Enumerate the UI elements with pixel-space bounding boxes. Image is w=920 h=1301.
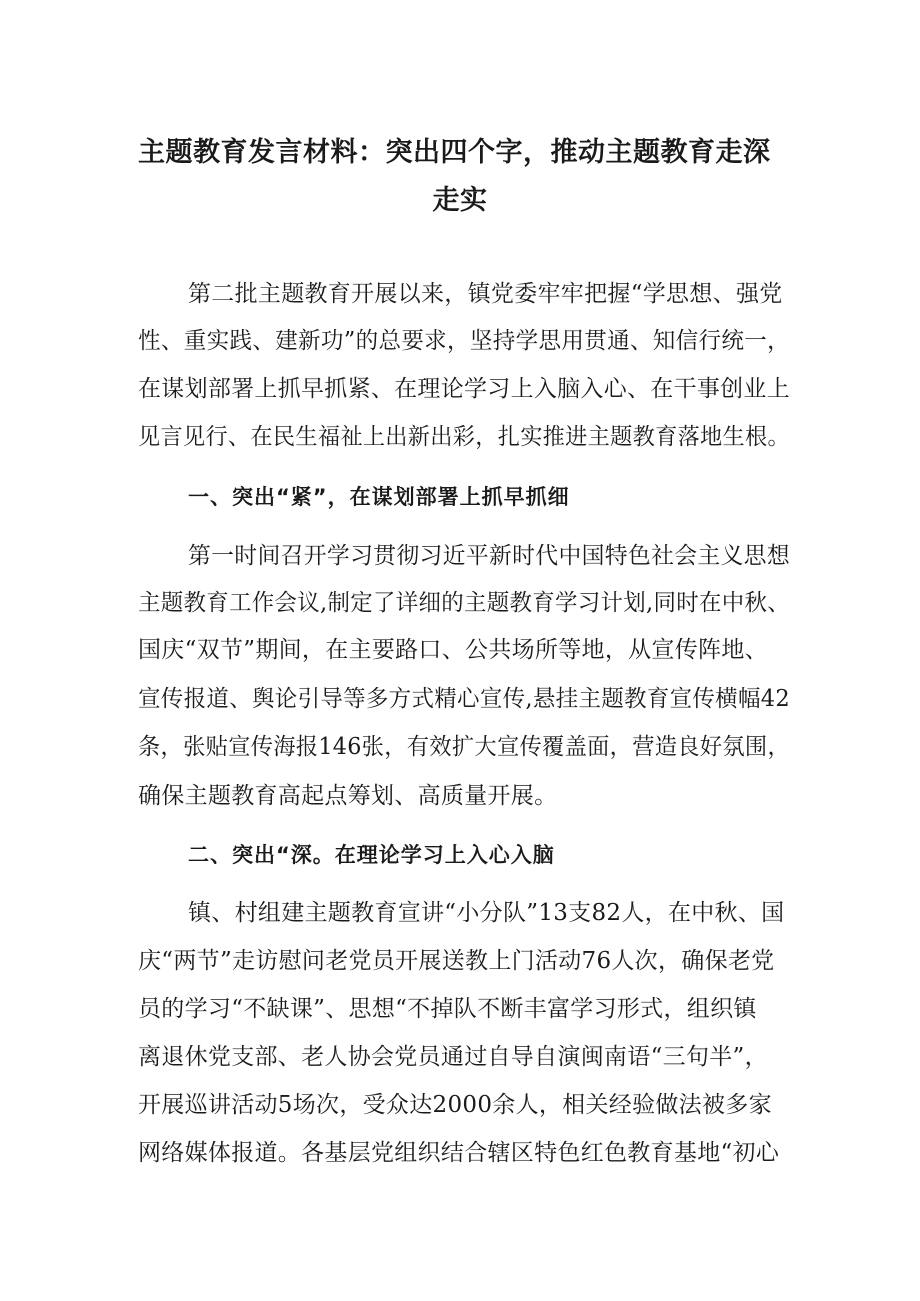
paragraph-3-line: 网络媒体报道。各基层党组织结合辖区特色红色教育基地“初心 xyxy=(138,1140,780,1166)
section-heading-2: 二、突出“深。在理论学习上入心入脑 xyxy=(188,843,555,867)
section-heading-1: 一、突出“紧”，在谋划部署上抓早抓细 xyxy=(188,485,570,509)
paragraph-2-line: 条，张贴宣传海报146张，有效扩大宣传覆盖面，营造良好氛围， xyxy=(138,734,791,760)
paragraph-3-line: 离退休党支部、老人协会党员通过自导自演闽南语“三句半”， xyxy=(138,1044,768,1070)
paragraph-3-line: 镇、村组建主题教育宣讲“小分队”13支82人，在中秋、国 xyxy=(188,900,785,926)
paragraph-1-line: 性、重实践、建新功”的总要求，坚持学思用贯通、知信行统一， xyxy=(138,328,790,354)
paragraph-2-line: 第一时间召开学习贯彻习近平新时代中国特色社会主义思想 xyxy=(188,543,790,569)
document-title-line-2: 走实 xyxy=(432,185,488,216)
paragraph-3-line: 庆“两节”走访慰问老党员开展送教上门活动76人次，确保老党 xyxy=(138,948,775,974)
paragraph-2-line: 确保主题教育高起点筹划、高质量开展。 xyxy=(138,783,558,809)
document-title-line-1: 主题教育发言材料：突出四个字，推动主题教育走深 xyxy=(138,137,771,168)
paragraph-2-line: 国庆“双节”期间，在主要路口、公共场所等地，从宣传阵地、 xyxy=(138,637,768,663)
paragraph-1-line: 见言见行、在民生福祉上出新出彩，扎实推进主题教育落地生根。 xyxy=(138,424,790,450)
paragraph-3-line: 开展巡讲活动5场次，受众达2000余人，相关经验做法被多家 xyxy=(138,1092,772,1118)
paragraph-3-line: 员的学习“不缺课”、思想“不掉队不断丰富学习形式，组织镇 xyxy=(138,996,757,1022)
paragraph-1-line: 第二批主题教育开展以来，镇党委牢牢把握“学思想、强党 xyxy=(188,281,783,307)
paragraph-2-line: 宣传报道、舆论引导等多方式精心宣传,悬挂主题教育宣传横幅42 xyxy=(138,686,790,712)
paragraph-1-line: 在谋划部署上抓早抓紧、在理论学习上入脑入心、在干事创业上 xyxy=(138,376,791,402)
paragraph-2-line: 主题教育工作会议,制定了详细的主题教育学习计划,同时在中秋、 xyxy=(138,590,791,616)
